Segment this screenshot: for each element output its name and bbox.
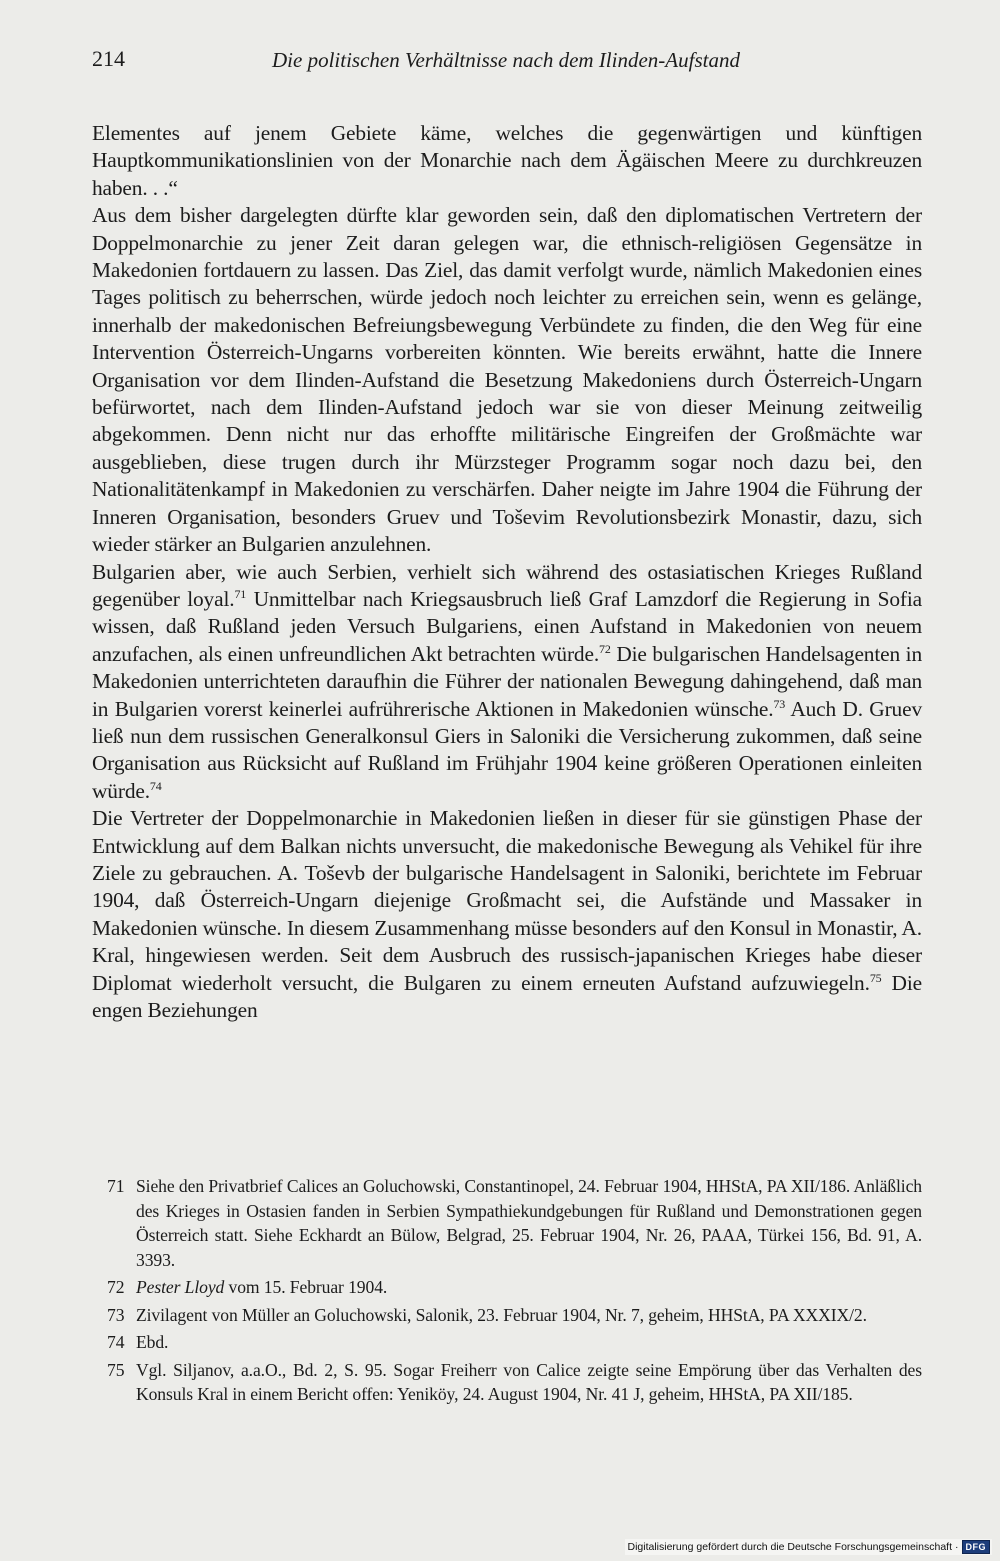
- footnote-text: Siehe den Privatbrief Calices an Goluchowski, Constantinopel, 24. Februar 1904, HHStA, PA XII/186. Anläßlich des Krieges in Ostasien fanden in Serbien Sympathiekundgebungen für Rußland und Demonstrationen gegen Österreich statt. Siehe Eckhardt an Bülow, Belgrad, 25. Februar 1904, Nr. 26, PAAA, Türkei 156, Bd. 91, A. 3393.: [136, 1176, 922, 1270]
- paragraph-text: Bulgarien aber, wie auch Serbien, verhielt sich während des ostasiatischen Krieges Rußland gegenüber loyal.: [92, 559, 922, 611]
- paragraph-text: Die bulgarischen Handelsagenten in Makedonien unterrichteten daraufhin die Führer der nationalen Bewegung dahingehend, daß man in Bulgarien vorerst keinerlei aufrührerische Aktionen in Makedonien wünsche.: [92, 641, 922, 721]
- running-title: Die politischen Verhältnisse nach dem Ilinden-Aufstand: [272, 48, 740, 72]
- footnote-ref: 75: [869, 970, 882, 985]
- footnote-ref: 71: [234, 586, 247, 601]
- paragraph: [92, 805, 922, 1024]
- footnote-text: [136, 1275, 922, 1300]
- footnote: [107, 1358, 922, 1407]
- footnote: [107, 1275, 922, 1300]
- page-header: [92, 46, 922, 82]
- footnote-number: 74: [107, 1332, 125, 1352]
- footnote-ref: 73: [773, 696, 786, 711]
- footnote-italic-title: Pester Lloyd: [136, 1277, 225, 1297]
- paragraph: [92, 559, 922, 806]
- footnote-number: 72: [107, 1277, 125, 1297]
- footnote: [107, 1330, 922, 1355]
- paragraph: [92, 202, 922, 558]
- footnote: [107, 1303, 922, 1328]
- paragraph-text: Unmittelbar nach Kriegsausbruch ließ Graf Lamzdorf die Regierung in Sofia wissen, daß Rußland jeden Versuch Bulgariens, einen Aufstand in Makedonien von neuem anzufachen, als einen unfreundlichen Akt betrachten würde.: [92, 586, 922, 666]
- paragraph-text: Die engen Beziehungen: [92, 970, 922, 1022]
- footnote-text: Vgl. Siljanov, a.a.O., Bd. 2, S. 95. Sogar Freiherr von Calice zeigte seine Empörung über das Verhalten des Konsuls Kral in einem Bericht offen: Yeniköy, 24. August 1904, Nr. 41 J, geheim, HHStA, PA XII/185.: [136, 1359, 922, 1404]
- footnote-number: 73: [107, 1304, 125, 1325]
- dfg-logo-icon: DFG: [962, 1540, 991, 1554]
- footnote-number: 75: [107, 1359, 125, 1380]
- paragraph-text: Elementes auf jenem Gebiete käme, welches die gegenwärtigen und künftigen Hauptkommunikationslinien von der Monarchie nach dem Ägäischen Meere zu durchkreuzen haben. . .“: [92, 121, 922, 200]
- paragraph-text: Auch D. Gruev ließ nun dem russischen Generalkonsul Giers in Saloniki die Versicherung zukommen, daß seine Organisation aus Rücksicht auf Rußland im Frühjahr 1904 keine größeren Operationen einleiten würde.: [92, 696, 922, 803]
- body-text: [92, 120, 922, 1024]
- digitization-notice: Digitalisierung gefördert durch die Deutsche Forschungsgemeinschaft · DFG: [625, 1539, 992, 1555]
- footnote-number: 71: [107, 1176, 125, 1196]
- paragraph-text: Die Vertreter der Doppelmonarchie in Makedonien ließen in dieser für sie günstigen Phase der Entwicklung auf dem Balkan nichts unversucht, die makedonische Bewegung als Vehikel für ihre Ziele zu gebrauchen. A. Toševb der bulgarische Handelsagent in Saloniki, berichtete im Februar 1904, daß Österreich-Ungarn diejenige Großmacht sei, die Aufstände und Massaker in Makedonien wünsche. In diesem Zusammenhang müsse besonders auf den Konsul in Monastir, A. Kral, hingewiesen werden. Seit dem Ausbruch des russisch-japanischen Krieges habe dieser Diplomat wiederholt versucht, die Bulgaren zu einem erneuten Aufstand aufzuwiegeln.: [92, 806, 922, 995]
- paragraph-text: Aus dem bisher dargelegten dürfte klar geworden sein, daß den diplomatischen Vertretern der Doppelmonarchie zu jener Zeit daran gelegen war, die ethnisch-religiösen Gegensätze in Makedonien fortdauern zu lassen. Das Ziel, das damit verfolgt wurde, nämlich Makedonien eines Tages politisch zu beherrschen, würde jedoch noch leichter zu erreichen sein, wenn es gelänge, innerhalb der makedonischen Befreiungsbewegung Verbündete zu finden, die den Weg für eine Intervention Österreich-Ungarns vorbereiten könnten. Wie bereits erwähnt, hatte die Innere Organisation vor dem Ilinden-Aufstand die Besetzung Makedoniens durch Österreich-Ungarn befürwortet, nach dem Ilinden-Aufstand jedoch war sie von dieser Meinung zeitweilig abgekommen. Denn nicht nur das erhoffte militärische Eingreifen der Großmächte war ausgeblieben, diese trugen durch ihr Mürzsteger Programm sogar noch dazu bei, den Nationalitätenkampf in Makedonien zu verschärfen. Daher neigte im Jahre 1904 die Führung der Inneren Organisation, besonders Gruev und Toševim Revolutionsbezirk Monastir, dazu, sich wieder stärker an Bulgarien anzulehnen.: [92, 203, 922, 557]
- footnote-text: Ebd.: [136, 1332, 169, 1352]
- page-number: 214: [92, 46, 125, 71]
- digitization-text: Digitalisierung gefördert durch die Deutsche Forschungsgemeinschaft: [627, 1541, 952, 1553]
- footnote-ref: 72: [599, 641, 611, 656]
- footnote-text-rest: vom 15. Februar 1904.: [224, 1277, 388, 1297]
- paragraph: [92, 120, 922, 202]
- footnotes: [107, 1174, 922, 1410]
- footnote-ref: 74: [149, 778, 162, 793]
- footnote-text: Zivilagent von Müller an Goluchowski, Salonik, 23. Februar 1904, Nr. 7, geheim, HHStA, PA XXXIX/2.: [136, 1304, 867, 1325]
- footnote: [107, 1174, 922, 1272]
